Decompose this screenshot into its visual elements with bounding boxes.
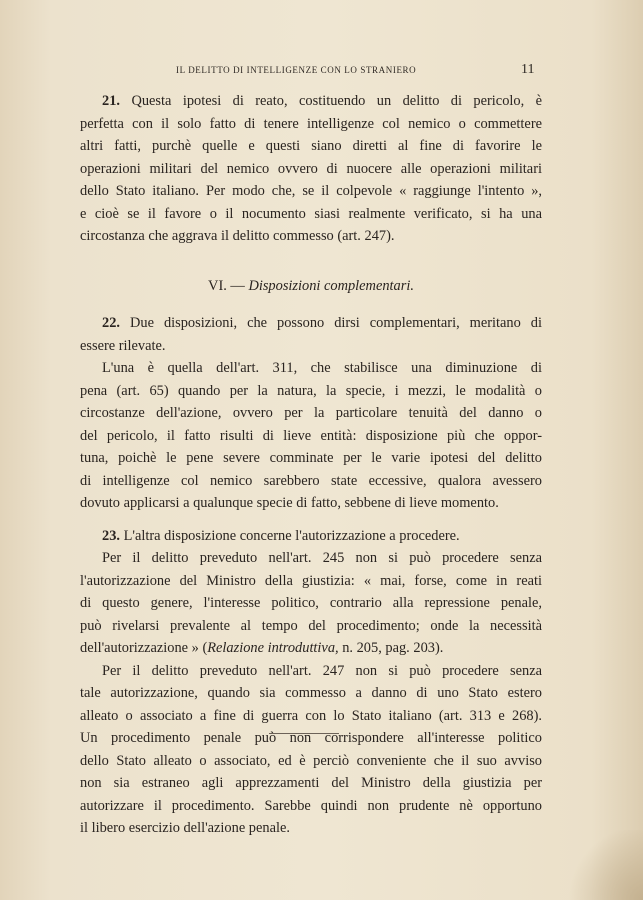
text-line: dello Stato alleato o associato, ed è perciò conveniente che il suo avviso	[80, 752, 542, 769]
text-line: circostanza che aggrava il delitto commesso (art. 247).	[80, 228, 395, 244]
text-line: l'autorizzazione del Ministro della giustizia: « mai, forse, come in reati	[80, 572, 542, 589]
citation-title: Relazione introduttiva,	[207, 640, 339, 656]
paragraph-23	[80, 525, 542, 840]
text-line: può rivelarsi prevalente al tempo del procedimento; onde la necessità	[80, 617, 542, 634]
text-line: Per il delitto preveduto nell'art. 245 non si può procedere senza	[102, 550, 542, 566]
text-line: del pericolo, il fatto risulti di lieve entità: disposizione più che oppor-	[80, 427, 542, 444]
page-stain	[563, 830, 643, 900]
text-line: L'una è quella dell'art. 311, che stabilisce una diminuzione di	[102, 360, 542, 376]
text-line: tale autorizzazione, quando sia commesso a danno di uno Stato estero	[80, 685, 542, 701]
paragraph-number: 21.	[102, 93, 120, 109]
paragraph-21	[80, 90, 542, 248]
text-line: di questo genere, l'interesse politico, contrario alla repressione penale,	[80, 595, 542, 611]
text-line: altri fatti, purchè quelle e questi siano diretti al fine di favorire le	[80, 138, 542, 154]
text-line: alleato o associato a fine di guerra con lo Stato italiano (art. 313 e 268).	[80, 707, 542, 724]
running-head: IL DELITTO DI INTELLIGENZE CON LO STRANIERO	[176, 65, 417, 75]
text-line: circostanze dell'azione, ovvero per la particolare tenuità del danno o	[80, 405, 542, 421]
text-line: non sia estraneo agli apprezzamenti del Ministro della giustizia per	[80, 775, 542, 791]
text-line: e cioè se il favore o il nocumento siasi realmente verificato, si ha una	[80, 205, 542, 222]
text-line: dello Stato italiano. Per modo che, se il colpevole « raggiunge l'intento »,	[80, 183, 542, 199]
paragraph-number: 22.	[102, 315, 120, 331]
text-line: di intelligenze col nemico sarebbero state eccessive, qualora avessero	[80, 472, 542, 489]
paragraph-22	[80, 312, 542, 515]
section-heading	[80, 275, 542, 298]
text-line: tuna, poichè le pene severe comminate per le varie ipotesi del delitto	[80, 450, 542, 466]
text-line: dovuto applicarsi a qualunque specie di fatto, sebbene di lieve momento.	[80, 495, 499, 511]
page-header	[0, 62, 643, 82]
text-line: essere rilevate.	[80, 337, 166, 354]
page-number: 11	[521, 62, 535, 77]
end-rule	[269, 733, 339, 734]
page-body	[80, 90, 542, 840]
text-line: Un procedimento penale può non corrispondere all'interesse politico	[80, 730, 542, 746]
text-line: Per il delitto preveduto nell'art. 247 non si può procedere senza	[102, 662, 542, 679]
text-line: pena (art. 65) quando per la natura, la specie, i mezzi, le modalità o	[80, 382, 542, 399]
text-line: Questa ipotesi di reato, costituendo un delitto di pericolo, è	[131, 93, 542, 109]
paragraph-number: 23.	[102, 527, 120, 544]
citation-line: dell'autorizzazione » (Relazione introduttiva, n. 205, pag. 203).	[80, 640, 444, 656]
text-line: il libero esercizio dell'azione penale.	[80, 820, 290, 836]
text-line: perfetta con il solo fatto di tenere intelligenze col nemico o commettere	[80, 115, 542, 132]
text-line: operazioni militari del nemico ovvero di nuocere alle operazioni militari	[80, 160, 542, 177]
section-numeral: VI. —	[208, 277, 245, 294]
text-line: Due disposizioni, che possono dirsi complementari, meritano di	[129, 315, 542, 331]
text-line: L'altra disposizione concerne l'autorizzazione a procedere.	[123, 527, 460, 544]
section-title: Disposizioni complementari.	[248, 277, 414, 294]
text-line: autorizzare il procedimento. Sarebbe quindi non prudente nè opportuno	[80, 797, 542, 814]
